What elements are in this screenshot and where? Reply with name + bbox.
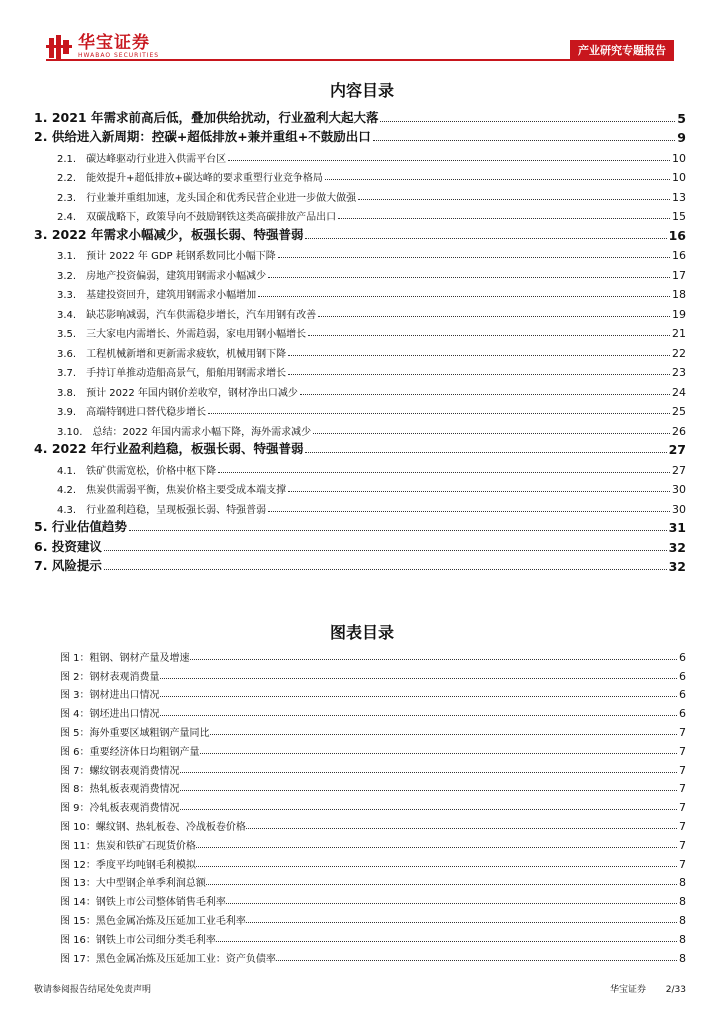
toc-entry-number: 3.1. — [57, 251, 77, 262]
toc-entry-number: 3.7. — [57, 368, 77, 379]
toc-entry-number: 3. — [34, 226, 48, 242]
toc-page-number: 30 — [672, 502, 686, 516]
figure-label: 图 14：钢铁上市公司整体销售毛利率 — [60, 897, 226, 909]
toc-subsection-entry[interactable] — [34, 321, 686, 341]
toc-entry-number: 2. — [34, 129, 48, 144]
dot-leader — [258, 296, 670, 297]
toc-section-entry[interactable] — [34, 126, 686, 146]
page-header — [0, 0, 724, 70]
toc-entry-label — [57, 267, 268, 282]
footer-right — [610, 982, 686, 995]
toc-entry-label — [57, 462, 218, 477]
dot-leader — [196, 866, 677, 867]
toc-entry-label — [57, 286, 258, 301]
toc-entry-text: 基建投资回升，建筑用钢需求小幅增加 — [86, 290, 257, 301]
toc-entry-text: 碳达峰驱动行业进入供需平台区 — [86, 153, 227, 165]
dot-leader — [206, 884, 677, 885]
toc-page-number: 30 — [672, 483, 686, 496]
figure-entry[interactable] — [60, 701, 686, 720]
toc-entry-label — [57, 306, 318, 321]
toc-entry-number: 5. — [34, 519, 48, 534]
dot-leader — [288, 355, 670, 356]
figure-label: 图 13：大中型钢企单季利润总额 — [60, 878, 206, 890]
dot-leader — [208, 413, 670, 414]
figure-page-number: 8 — [679, 913, 686, 927]
toc-entry-text: 高端特钢进口替代稳步增长 — [86, 407, 207, 418]
toc-section-entry[interactable] — [34, 555, 686, 575]
logo-icon — [46, 35, 72, 59]
toc-page-number: 23 — [672, 366, 686, 379]
header-divider — [46, 59, 674, 61]
dot-leader — [300, 394, 670, 395]
toc-entry-label — [57, 501, 268, 516]
dot-leader — [278, 257, 670, 258]
toc-page-number: 19 — [672, 307, 686, 321]
figure-entry[interactable] — [60, 814, 686, 833]
toc-page-number: 27 — [668, 442, 686, 457]
toc-page-number: 27 — [672, 463, 686, 477]
figure-page-number: 6 — [679, 707, 686, 721]
dot-leader — [216, 941, 677, 942]
toc-entry-text: 2021 年需求前高后低，叠加供给扰动，行业盈利大起大落 — [51, 109, 379, 125]
figure-label: 图 17：黑色金属冶炼及压延加工业：资产负债率 — [60, 953, 276, 965]
figure-entry[interactable] — [60, 758, 686, 777]
disclaimer-note: 敬请参阅报告结尾处免责声明 — [34, 985, 152, 995]
figure-entry[interactable] — [60, 645, 686, 664]
toc-entry-label — [57, 403, 208, 418]
toc-entry-text: 房地产投资偏弱，建筑用钢需求小幅减少 — [86, 270, 267, 282]
toc-entry-number: 2.3. — [57, 192, 77, 204]
toc-entry-number: 3.6. — [57, 348, 77, 360]
toc-section-entry[interactable] — [34, 438, 686, 458]
toc-entry-label — [34, 517, 129, 535]
toc-subsection-entry[interactable] — [34, 496, 686, 516]
toc-entry-number: 4.3. — [57, 504, 77, 516]
toc-entry-number: 4. — [34, 441, 48, 456]
dot-leader — [129, 530, 667, 531]
toc-entry-text: 风险提示 — [51, 558, 102, 573]
figure-label: 图 5：海外重要区域粗钢产量同比 — [60, 727, 210, 739]
toc-entry-label — [34, 108, 380, 126]
toc-entry-label — [57, 150, 228, 165]
toc-entry-number: 1. — [34, 109, 48, 125]
figure-label: 图 7：螺纹钢表观消费情况 — [60, 765, 180, 777]
figure-label: 图 3：钢材进出口情况 — [60, 690, 160, 702]
toc-entry-number: 7. — [34, 558, 48, 573]
toc-entry-number: 4.1. — [57, 465, 77, 477]
dot-leader — [305, 238, 666, 239]
figure-page-number: 8 — [679, 932, 686, 946]
figure-entry[interactable] — [60, 852, 686, 871]
figure-page-number: 7 — [679, 763, 686, 777]
toc-section-entry[interactable] — [34, 106, 686, 126]
toc-subsection-entry[interactable] — [34, 282, 686, 302]
toc-entry-label — [57, 423, 313, 438]
dot-leader — [190, 659, 677, 660]
toc-subsection-entry[interactable] — [34, 204, 686, 224]
dot-leader — [180, 772, 677, 773]
figure-entry[interactable] — [60, 795, 686, 814]
toc-entry-label — [57, 481, 288, 496]
toc-entry-number: 3.10. — [57, 426, 83, 438]
dot-leader — [268, 277, 670, 278]
toc-entry-number: 4.2. — [57, 485, 77, 496]
dot-leader — [160, 715, 677, 716]
toc-entry-label — [57, 384, 300, 399]
dot-leader — [288, 491, 670, 492]
toc-page-number: 18 — [672, 288, 686, 301]
figure-page-number: 6 — [679, 669, 686, 683]
toc-page-number: 16 — [672, 249, 686, 262]
toc-entry-label — [34, 537, 104, 555]
dot-leader — [305, 452, 666, 453]
dot-leader — [160, 696, 677, 697]
toc-title: 内容目录 — [329, 81, 394, 100]
toc-page-number: 16 — [668, 227, 686, 243]
dot-leader — [313, 433, 670, 434]
toc-entry-text: 焦炭供需弱平衡，焦炭价格主要受成本端支撑 — [86, 485, 287, 496]
figure-page-number: 8 — [679, 876, 686, 890]
dot-leader — [228, 160, 670, 161]
figure-label: 图 4：钢坯进出口情况 — [60, 709, 160, 721]
figure-page-number: 7 — [679, 782, 686, 796]
figure-label: 图 12：季度平均吨钢毛利模拟 — [60, 859, 196, 871]
figure-entry[interactable] — [60, 908, 686, 927]
figure-page-number: 8 — [679, 951, 686, 965]
figure-label: 图 11：焦炭和铁矿石现货价格 — [60, 840, 196, 852]
dot-leader — [358, 199, 670, 200]
toc-entry-text: 铁矿供需宽松，价格中枢下降 — [86, 465, 217, 477]
table-of-contents — [34, 106, 686, 574]
toc-entry-text: 行业盈利趋稳，呈现板强长弱、特强普弱 — [86, 504, 267, 516]
dot-leader — [268, 511, 670, 512]
figure-label: 图 6：重要经济体日均粗钢产量 — [60, 746, 200, 758]
figure-page-number: 8 — [679, 895, 686, 909]
figure-label: 图 16：钢铁上市公司细分类毛利率 — [60, 934, 216, 946]
dot-leader — [308, 335, 670, 336]
toc-section-entry[interactable] — [34, 516, 686, 536]
toc-page-number: 32 — [668, 559, 686, 574]
toc-entry-number: 3.8. — [57, 387, 77, 399]
toc-entry-label — [57, 208, 338, 223]
toc-entry-text: 供给进入新周期：控碳+超低排放+兼并重组+不鼓励出口 — [51, 129, 371, 144]
dot-leader — [226, 903, 677, 904]
dot-leader — [246, 828, 677, 829]
dot-leader — [160, 678, 677, 679]
toc-entry-text: 预计 2022 年国内钢价差收窄，钢材净出口减少 — [86, 387, 298, 399]
toc-entry-label — [34, 127, 373, 145]
toc-subsection-entry[interactable] — [34, 360, 686, 380]
logo-name-en: HWABAO SECURITIES — [78, 52, 160, 59]
dot-leader — [200, 753, 677, 754]
dot-leader — [276, 960, 677, 961]
dot-leader — [196, 847, 677, 848]
toc-subsection-entry[interactable] — [34, 399, 686, 419]
dot-leader — [218, 472, 670, 473]
dot-leader — [318, 316, 670, 317]
toc-entry-text: 2022 年行业盈利趋稳，板强长弱、特强普弱 — [51, 441, 304, 456]
toc-entry-label — [57, 364, 288, 379]
report-type-badge: 产业研究专题报告 — [570, 40, 674, 61]
dot-leader — [338, 218, 670, 219]
dot-leader — [210, 734, 677, 735]
toc-page-number: 5 — [677, 110, 686, 126]
dot-leader — [380, 121, 675, 122]
toc-entry-number: 3.5. — [57, 329, 77, 340]
figure-entry[interactable] — [60, 946, 686, 965]
toc-page-number: 31 — [668, 520, 686, 535]
figure-label: 图 15：黑色金属冶炼及压延加工业毛利率 — [60, 915, 246, 927]
figure-entry[interactable] — [60, 720, 686, 739]
toc-page-number: 17 — [672, 268, 686, 282]
toc-entry-number: 2.1. — [57, 153, 77, 165]
figure-list — [60, 645, 686, 965]
toc-page-number: 26 — [672, 424, 686, 438]
toc-subsection-entry[interactable] — [34, 418, 686, 438]
figure-entry[interactable] — [60, 777, 686, 796]
toc-section-entry[interactable] — [34, 223, 686, 243]
toc-page-number: 24 — [672, 385, 686, 399]
figure-entry[interactable] — [60, 739, 686, 758]
figure-label: 图 8：热轧板表观消费情况 — [60, 784, 180, 796]
toc-entry-label — [57, 345, 288, 360]
figure-entry[interactable] — [60, 927, 686, 946]
toc-entry-number: 3.2. — [57, 270, 77, 282]
toc-subsection-entry[interactable] — [34, 243, 686, 263]
toc-page-number: 22 — [672, 346, 686, 360]
toc-page-number: 25 — [672, 405, 686, 418]
figure-page-number: 7 — [679, 857, 686, 871]
toc-page-number: 15 — [672, 210, 686, 223]
toc-entry-text: 行业估值趋势 — [51, 519, 127, 534]
toc-page-number: 13 — [672, 190, 686, 204]
figure-label: 图 2：钢材表观消费量 — [60, 671, 160, 683]
toc-subsection-entry[interactable] — [34, 477, 686, 497]
figure-label: 图 1：粗钢、钢材产量及增速 — [60, 652, 190, 664]
toc-subsection-entry[interactable] — [34, 379, 686, 399]
figure-page-number: 6 — [679, 688, 686, 702]
toc-entry-number: 3.4. — [57, 309, 77, 321]
toc-section-entry[interactable] — [34, 535, 686, 555]
figure-label: 图 9：冷轧板表观消费情况 — [60, 803, 180, 815]
figure-page-number: 7 — [679, 725, 686, 739]
figure-entry[interactable] — [60, 683, 686, 702]
toc-entry-text: 2022 年需求小幅减少，板强长弱、特强普弱 — [51, 226, 304, 242]
toc-entry-label — [34, 225, 305, 243]
logo-name-cn: 华宝证券 — [78, 33, 150, 53]
toc-entry-text: 手持订单推动造船高景气，船舶用钢需求增长 — [86, 368, 287, 379]
toc-entry-number: 3.3. — [57, 290, 77, 301]
dot-leader — [180, 790, 677, 791]
toc-entry-label — [57, 325, 308, 340]
footer-company: 华宝证券 — [610, 985, 647, 995]
dot-leader — [104, 569, 667, 570]
company-logo — [46, 34, 159, 60]
toc-subsection-entry[interactable] — [34, 301, 686, 321]
toc-entry-label — [57, 169, 325, 184]
toc-entry-number: 6. — [34, 538, 48, 554]
toc-subsection-entry[interactable] — [34, 340, 686, 360]
dot-leader — [180, 809, 677, 810]
toc-page-number: 32 — [668, 539, 686, 555]
toc-subsection-entry[interactable] — [34, 184, 686, 204]
toc-subsection-entry[interactable] — [34, 457, 686, 477]
figure-entry[interactable] — [60, 833, 686, 852]
toc-subsection-entry[interactable] — [34, 165, 686, 185]
figure-page-number: 7 — [679, 801, 686, 815]
toc-entry-label — [57, 189, 358, 204]
dot-leader — [104, 550, 667, 551]
page-number: 2/33 — [665, 985, 686, 995]
toc-entry-text: 总结：2022 年国内需求小幅下降，海外需求减少 — [92, 426, 312, 438]
figure-entry[interactable] — [60, 889, 686, 908]
toc-page-number: 10 — [672, 151, 686, 165]
dot-leader — [325, 179, 670, 180]
toc-entry-text: 工程机械新增和更新需求疲软，机械用钢下降 — [86, 348, 287, 360]
toc-entry-text: 投资建议 — [51, 538, 102, 554]
figure-page-number: 7 — [679, 819, 686, 833]
dot-leader — [373, 140, 676, 141]
toc-entry-text: 双碳战略下，政策导向不鼓励钢铁这类高碳排放产品出口 — [86, 212, 337, 223]
toc-entry-number: 2.2. — [57, 173, 77, 184]
toc-page-number: 21 — [672, 327, 686, 340]
toc-entry-label — [34, 556, 104, 574]
toc-entry-label — [34, 439, 305, 457]
dot-leader — [246, 922, 677, 923]
toc-entry-text: 行业兼并重组加速，龙头国企和优秀民营企业进一步做大做强 — [86, 192, 357, 204]
toc-subsection-entry[interactable] — [34, 262, 686, 282]
toc-entry-text: 能效提升+超低排放+碳达峰的要求重塑行业竞争格局 — [86, 173, 323, 184]
toc-entry-text: 预计 2022 年 GDP 耗钢系数同比小幅下降 — [86, 251, 276, 262]
figure-page-number: 6 — [679, 650, 686, 664]
dot-leader — [288, 374, 670, 375]
toc-subsection-entry[interactable] — [34, 145, 686, 165]
toc-entry-text: 缺芯影响减弱，汽车供需稳步增长，汽车用钢有改善 — [86, 309, 317, 321]
figure-page-number: 7 — [679, 744, 686, 758]
toc-entry-label — [57, 247, 278, 262]
figure-entry[interactable] — [60, 871, 686, 890]
figure-page-number: 7 — [679, 838, 686, 852]
toc-entry-number: 3.9. — [57, 407, 77, 418]
toc-entry-number: 2.4. — [57, 212, 77, 223]
toc-entry-text: 三大家电内需增长、外需趋弱，家电用钢小幅增长 — [86, 329, 307, 340]
toc-page-number: 10 — [672, 171, 686, 184]
figure-entry[interactable] — [60, 664, 686, 683]
figures-title: 图表目录 — [329, 623, 394, 642]
figure-label: 图 10：螺纹钢、热轧板卷、冷战板卷价格 — [60, 821, 246, 833]
toc-page-number: 9 — [677, 130, 686, 145]
